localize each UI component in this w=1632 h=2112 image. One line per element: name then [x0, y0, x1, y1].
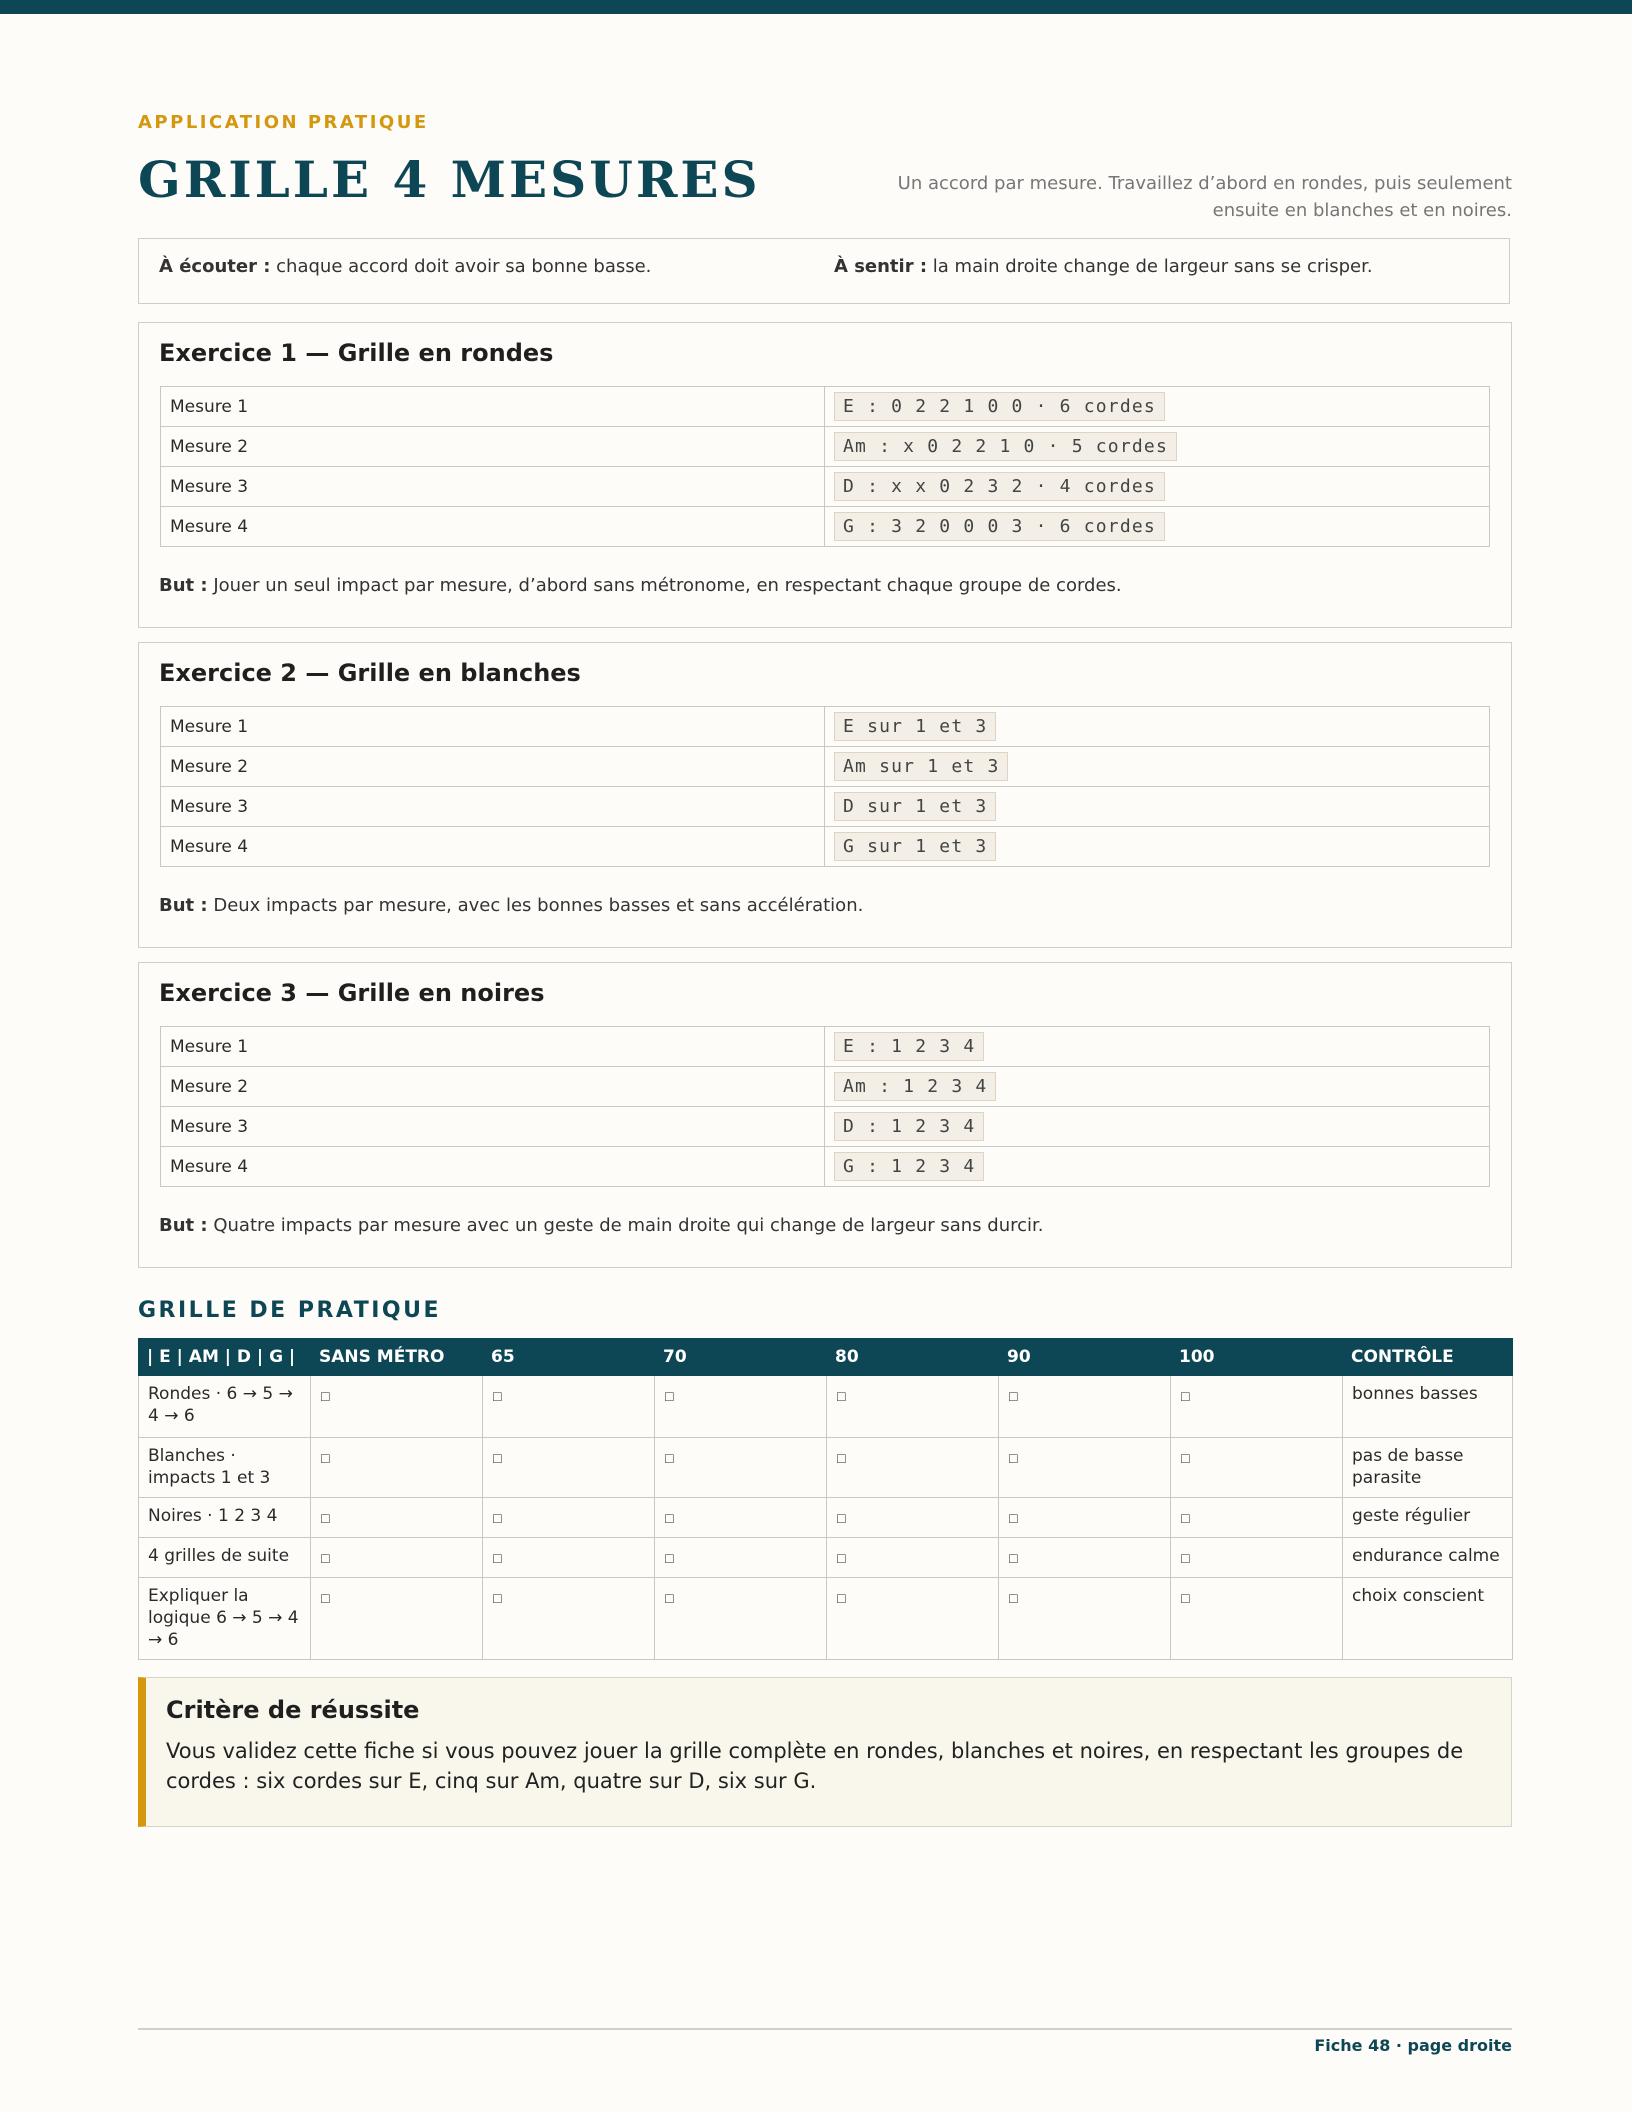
measure-value-cell — [825, 1027, 1490, 1067]
row-control: bonnes basses — [1343, 1376, 1513, 1438]
chord-code: G : 1 2 3 4 — [834, 1152, 984, 1181]
checkbox[interactable]: ☐ — [1171, 1376, 1343, 1438]
criteria-text: Vous validez cette fiche si vous pouvez jouer la grille complète en rondes, blanches et noires, en respectant les groupes de cordes : six cordes sur E, cinq sur Am, quatre sur D, six sur G. — [166, 1739, 1464, 1793]
chord-code: Am : 1 2 3 4 — [834, 1072, 996, 1101]
column-header: 90 — [999, 1339, 1171, 1376]
column-header: 65 — [483, 1339, 655, 1376]
measure-label: Mesure 4 — [161, 1147, 825, 1187]
measure-label: Mesure 2 — [161, 747, 825, 787]
feel-text: la main droite change de largeur sans se crisper. — [927, 256, 1373, 277]
checkbox[interactable]: ☐ — [655, 1498, 827, 1538]
table-row — [161, 787, 1490, 827]
measure-label: Mesure 4 — [161, 507, 825, 547]
checkbox[interactable]: ☐ — [311, 1578, 483, 1660]
checkbox[interactable]: ☐ — [483, 1498, 655, 1538]
table-row — [161, 827, 1490, 867]
exercise-goal — [159, 575, 1122, 596]
table-row — [161, 747, 1490, 787]
checkbox[interactable]: ☐ — [483, 1538, 655, 1578]
measure-label: Mesure 3 — [161, 787, 825, 827]
table-row — [161, 507, 1490, 547]
chord-code: E : 0 2 2 1 0 0 · 6 cordes — [834, 392, 1165, 421]
listen-text: chaque accord doit avoir sa bonne basse. — [270, 256, 652, 277]
measure-value-cell — [825, 507, 1490, 547]
row-label: 4 grilles de suite — [139, 1538, 311, 1578]
column-header: 100 — [1171, 1339, 1343, 1376]
chord-code: D : 1 2 3 4 — [834, 1112, 984, 1141]
measure-value-cell — [825, 467, 1490, 507]
page-footer: Fiche 48 · page droite — [1314, 2036, 1512, 2055]
focus-box — [138, 238, 1510, 304]
checkbox[interactable]: ☐ — [827, 1578, 999, 1660]
exercise-table — [160, 1026, 1490, 1187]
chord-code: D sur 1 et 3 — [834, 792, 996, 821]
exercise-table — [160, 706, 1490, 867]
row-label: Blanches · impacts 1 et 3 — [139, 1438, 311, 1498]
chord-code: G : 3 2 0 0 0 3 · 6 cordes — [834, 512, 1165, 541]
row-control: endurance calme — [1343, 1538, 1513, 1578]
listen-label: À écouter : — [159, 256, 271, 277]
row-control: choix conscient — [1343, 1578, 1513, 1660]
measure-value-cell — [825, 1147, 1490, 1187]
checkbox[interactable]: ☐ — [655, 1578, 827, 1660]
checkbox[interactable]: ☐ — [655, 1538, 827, 1578]
table-row — [161, 1027, 1490, 1067]
column-header: SANS MÉTRO — [311, 1339, 483, 1376]
chord-code: E sur 1 et 3 — [834, 712, 996, 741]
chord-code: Am sur 1 et 3 — [834, 752, 1008, 781]
measure-value-cell — [825, 827, 1490, 867]
header-row — [139, 1339, 1513, 1376]
row-control: geste régulier — [1343, 1498, 1513, 1538]
exercise-title: Exercice 3 — Grille en noires — [159, 979, 545, 1007]
table-row — [161, 1147, 1490, 1187]
checkbox[interactable]: ☐ — [999, 1376, 1171, 1438]
measure-label: Mesure 1 — [161, 707, 825, 747]
feel-note — [834, 256, 1373, 277]
exercise-goal — [159, 1215, 1043, 1236]
checkbox[interactable]: ☐ — [1171, 1578, 1343, 1660]
checkbox[interactable]: ☐ — [1171, 1438, 1343, 1498]
table-row — [139, 1376, 1513, 1438]
chord-code: E : 1 2 3 4 — [834, 1032, 984, 1061]
chord-code: D : x x 0 2 3 2 · 4 cordes — [834, 472, 1165, 501]
checkbox[interactable]: ☐ — [827, 1376, 999, 1438]
table-row — [139, 1578, 1513, 1660]
table-row — [161, 427, 1490, 467]
feel-label: À sentir : — [834, 256, 928, 277]
page-subtitle: Un accord par mesure. Travaillez d’abord en rondes, puis seulement ensuite en blanches et en noires. — [897, 173, 1512, 221]
row-label: Rondes · 6 → 5 → 4 → 6 — [139, 1376, 311, 1438]
exercise-table — [160, 386, 1490, 547]
measure-value-cell — [825, 787, 1490, 827]
section-kicker: APPLICATION PRATIQUE — [138, 112, 429, 133]
measure-value-cell — [825, 1107, 1490, 1147]
exercise-goal — [159, 895, 863, 916]
checkbox[interactable]: ☐ — [1171, 1498, 1343, 1538]
checkbox[interactable]: ☐ — [827, 1498, 999, 1538]
measure-value-cell — [825, 1067, 1490, 1107]
row-label: Expliquer la logique 6 → 5 → 4 → 6 — [139, 1578, 311, 1660]
goal-text: Jouer un seul impact par mesure, d’abord sans métronome, en respectant chaque groupe de cordes. — [207, 575, 1122, 596]
goal-label: But : — [159, 1215, 208, 1236]
checkbox[interactable]: ☐ — [827, 1438, 999, 1498]
chord-code: Am : x 0 2 2 1 0 · 5 cordes — [834, 432, 1177, 461]
table-row — [161, 467, 1490, 507]
checkbox[interactable]: ☐ — [1171, 1538, 1343, 1578]
measure-label: Mesure 3 — [161, 1107, 825, 1147]
column-header: | E | AM | D | G | — [139, 1339, 311, 1376]
checkbox[interactable]: ☐ — [999, 1578, 1171, 1660]
table-row — [161, 707, 1490, 747]
table-row — [139, 1538, 1513, 1578]
checkbox[interactable]: ☐ — [483, 1438, 655, 1498]
footer-divider — [138, 2028, 1512, 2030]
table-row — [161, 1107, 1490, 1147]
checkbox[interactable]: ☐ — [311, 1538, 483, 1578]
checkbox[interactable]: ☐ — [999, 1438, 1171, 1498]
checkbox[interactable]: ☐ — [483, 1578, 655, 1660]
success-criteria-box — [138, 1677, 1512, 1827]
goal-text: Quatre impacts par mesure avec un geste de main droite qui change de largeur sans durcir. — [207, 1215, 1044, 1236]
measure-label: Mesure 2 — [161, 1067, 825, 1107]
checkbox[interactable]: ☐ — [999, 1538, 1171, 1578]
exercise-1 — [138, 322, 1512, 628]
exercise-title: Exercice 1 — Grille en rondes — [159, 339, 554, 367]
goal-label: But : — [159, 895, 208, 916]
table-row — [139, 1498, 1513, 1538]
measure-label: Mesure 1 — [161, 1027, 825, 1067]
listen-note — [159, 256, 651, 277]
table-row — [139, 1438, 1513, 1498]
top-accent-bar — [0, 0, 1632, 14]
practice-grid-title: GRILLE DE PRATIQUE — [138, 1298, 442, 1323]
table-row — [161, 387, 1490, 427]
row-label: Noires · 1 2 3 4 — [139, 1498, 311, 1538]
measure-value-cell — [825, 427, 1490, 467]
checkbox[interactable]: ☐ — [483, 1376, 655, 1438]
measure-label: Mesure 1 — [161, 387, 825, 427]
exercise-title: Exercice 2 — Grille en blanches — [159, 659, 581, 687]
exercise-3 — [138, 962, 1512, 1268]
row-control: pas de basse parasite — [1343, 1438, 1513, 1498]
checkbox[interactable]: ☐ — [655, 1376, 827, 1438]
checkbox[interactable]: ☐ — [311, 1438, 483, 1498]
table-row — [161, 1067, 1490, 1107]
checkbox[interactable]: ☐ — [827, 1538, 999, 1578]
checkbox[interactable]: ☐ — [655, 1438, 827, 1498]
column-header: CONTRÔLE — [1343, 1339, 1513, 1376]
criteria-title: Critère de réussite — [166, 1696, 420, 1724]
chord-code: G sur 1 et 3 — [834, 832, 996, 861]
measure-label: Mesure 2 — [161, 427, 825, 467]
measure-label: Mesure 3 — [161, 467, 825, 507]
page-title: GRILLE 4 MESURES — [138, 150, 761, 209]
measure-label: Mesure 4 — [161, 827, 825, 867]
checkbox[interactable]: ☐ — [311, 1376, 483, 1438]
checkbox[interactable]: ☐ — [311, 1498, 483, 1538]
measure-value-cell — [825, 747, 1490, 787]
measure-value-cell — [825, 387, 1490, 427]
checkbox[interactable]: ☐ — [999, 1498, 1171, 1538]
column-header: 70 — [655, 1339, 827, 1376]
measure-value-cell — [825, 707, 1490, 747]
column-header: 80 — [827, 1339, 999, 1376]
practice-grid-table — [138, 1338, 1513, 1660]
goal-text: Deux impacts par mesure, avec les bonnes basses et sans accélération. — [207, 895, 864, 916]
exercise-2 — [138, 642, 1512, 948]
goal-label: But : — [159, 575, 208, 596]
